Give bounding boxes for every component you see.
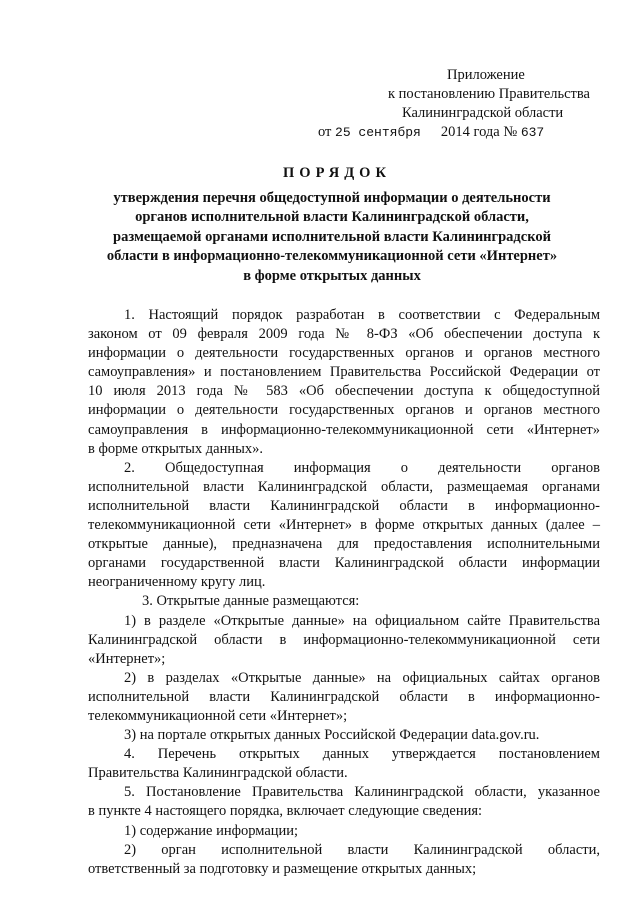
body-line: 1. Настоящий порядок разработан в соответствии с Федеральным: [124, 307, 600, 323]
body-line: самоуправления» и постановлением Правительства Российской Федерации от: [88, 364, 600, 381]
body-line: 5. Постановление Правительства Калининградской области, указанное: [124, 784, 600, 801]
body-line: 10 июля 2013 года № 583 «Об обеспечении доступа к общедоступной: [88, 383, 600, 400]
appendix-header: [310, 66, 610, 142]
body-line: исполнительной власти Калининградской области в информационно-: [88, 688, 600, 705]
body-line: 4. Перечень открытых данных утверждается постановлением: [124, 746, 600, 763]
body-line: 1) содержание информации;: [124, 822, 299, 839]
title-line: размещаемой органами исполнительной власти Калининградской: [113, 228, 551, 245]
date-prefix: от: [318, 124, 332, 140]
appendix-region: Калининградской области: [402, 105, 564, 121]
body-line: телекоммуникационной сети «Интернет» в форме открытых данных (далее –: [88, 517, 600, 534]
date-value: 25 сентября: [335, 125, 421, 140]
body-line: 1) в разделе «Открытые данные» на официальном сайте Правительства: [124, 612, 600, 629]
body-line: в форме открытых данных».: [88, 440, 263, 457]
document-title: [70, 164, 594, 286]
body-line: 2) в разделах «Открытые данные» на официальных сайтах органов: [124, 669, 600, 686]
title-line: утверждения перечня общедоступной информации о деятельности: [113, 189, 551, 206]
title-line: области в информационно-телекоммуникационной сети «Интернет»: [106, 248, 558, 264]
title-line: в форме открытых данных: [243, 267, 421, 284]
body-line: органами государственной власти Калининградской области информации: [88, 555, 600, 572]
body-line: информации о деятельности государственных органов и органов местного: [88, 402, 600, 419]
body-line: открытые данные), предназначена для предоставления исполнительными: [88, 536, 600, 553]
year-text: 2014 года №: [440, 124, 518, 140]
resolution-number: 637: [520, 125, 545, 140]
body-line: неограниченному кругу лиц.: [88, 574, 266, 591]
body-line: в пункте 4 настоящего порядка, включает следующие сведения:: [88, 803, 483, 820]
body-line: 2) орган исполнительной власти Калининградской области,: [124, 841, 600, 858]
body-line: телекоммуникационной сети «Интернет»;: [88, 707, 348, 724]
body-line: ответственный за подготовку и размещение открытых данных;: [88, 860, 477, 877]
body-line: Калининградской области в информационно-телекоммуникационной сети: [88, 631, 600, 648]
appendix-label: Приложение: [447, 67, 525, 83]
body-line: «Интернет»;: [88, 650, 166, 667]
title-main: ПОРЯДОК: [283, 165, 391, 181]
appendix-resolution-ref: к постановлению Правительства: [388, 86, 590, 102]
body-line: 3. Открытые данные размещаются:: [142, 593, 360, 610]
appendix-date-line: [310, 123, 610, 142]
body-line: законом от 09 февраля 2009 года № 8-ФЗ «Об обеспечении доступа к: [88, 326, 600, 343]
body-line: 2. Общедоступная информация о деятельности органов: [124, 459, 600, 476]
body-line: информации о деятельности государственных органов и органов местного: [88, 345, 600, 362]
body-line: исполнительной власти Калининградской области в информационно-: [88, 497, 600, 514]
body-line: исполнительной власти Калининградской области, размещаемая органами: [88, 478, 600, 495]
body-line: 3) на портале открытых данных Российской Федерации data.gov.ru.: [124, 727, 540, 744]
body-line: самоуправления в информационно-телекоммуникационной сети «Интернет»: [88, 421, 600, 438]
title-line: органов исполнительной власти Калининградской области,: [135, 209, 529, 225]
body-line: Правительства Калининградской области.: [88, 765, 348, 782]
document-body: [88, 306, 600, 879]
